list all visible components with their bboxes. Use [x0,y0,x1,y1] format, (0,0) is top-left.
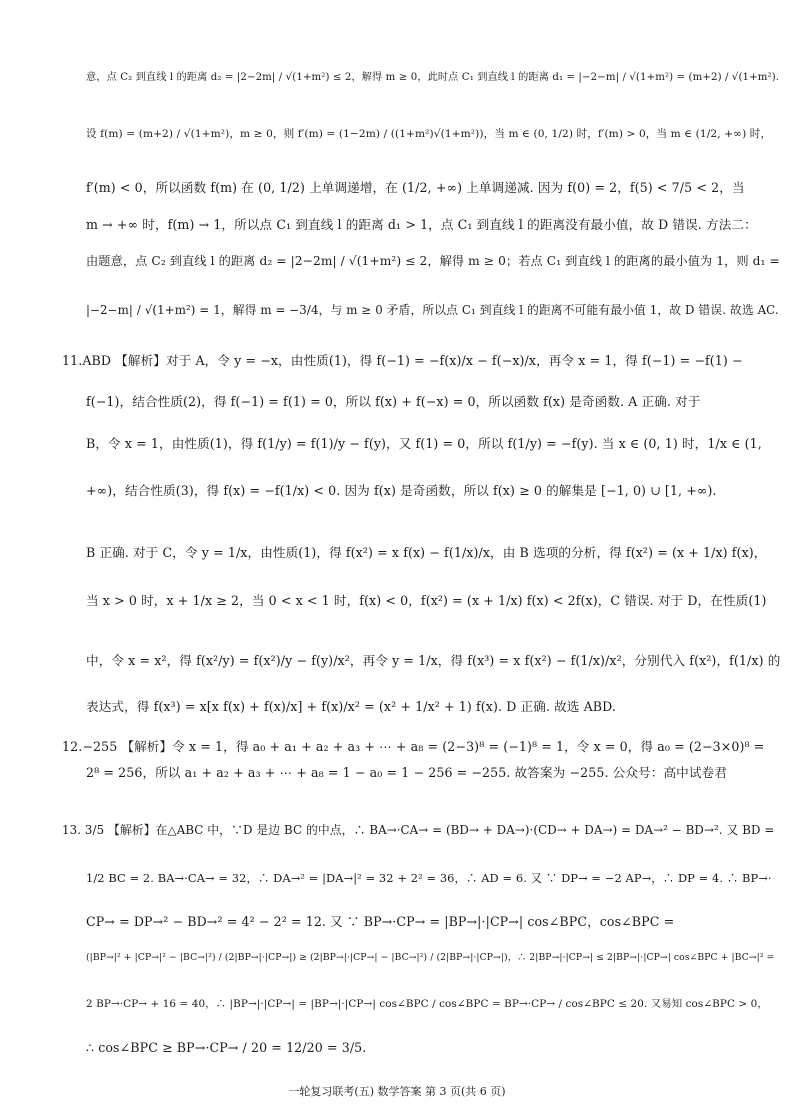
text-line: 2 BP→·CP→ + 16 = 40，∴ |BP→|·|CP→| = |BP→|·|CP→| cos∠BPC / cos∠BPC = BP→·CP→ / cos∠BPC ≤ 20. 又易知 cos∠BPC > 0， [86,998,768,1010]
text-line: CP→ = DP→² − BD→² = 4² − 2² = 12. 又 ∵ BP→·CP→ = |BP→|·|CP→| cos∠BPC，cos∠BPC = [86,914,675,929]
text-line: 表达式，得 f(x³) = x[x f(x) + f(x)/x] + f(x)/x² = (x² + 1/x² + 1) f(x). D 正确. 故选 ABD. [86,699,616,714]
text-line: 中，令 x = x²，得 f(x²/y) = f(x²)/y − f(y)/x²，再令 y = 1/x，得 f(x³) = x f(x²) − f(1/x)/x²，分别代入 f(x²)，f(1/x) 的 [86,653,781,668]
text-line: ∴ cos∠BPC ≥ BP→·CP→ / 20 = 12/20 = 3/5. [86,1040,367,1055]
text-line: m → +∞ 时，f(m) → 1，所以点 C₁ 到直线 l 的距离 d₁ > 1，点 C₁ 到直线 l 的距离没有最小值，故 D 错误. 方法二： [86,217,757,232]
text-line: +∞)，结合性质(3)，得 f(x) = −f(1/x) < 0. 因为 f(x) 是奇函数，所以 f(x) ≥ 0 的解集是 [−1, 0) ∪ [1, +∞). [86,483,717,498]
solution-11-line: 11.ABD 【解析】对于 A，令 y = −x，由性质(1)，得 f(−1) = −f(x)/x − f(−x)/x，再令 x = 1，得 f(−1) = −f(1) − [62,353,743,368]
text-line: (|BP→|² + |CP→|² − |BC→|²) / (2|BP→|·|CP→|) ≥ (2|BP→|·|CP→| − |BC→|²) / (2|BP→|·|CP→|)，∴ 2|BP→|·|CP→| ≤ 2|BP→|·|CP→| cos∠BPC + |BC→|² = [86,952,775,963]
text-line: f′(m) < 0，所以函数 f(m) 在 (0, 1/2) 上单调递增，在 (1/2, +∞) 上单调递减. 因为 f(0) = 2，f(5) < 7/5 < 2，当 [86,180,745,195]
text-line: 意，点 C₂ 到直线 l 的距离 d₂ = |2−2m| / √(1+m²) ≤ 2，解得 m ≥ 0，此时点 C₁ 到直线 l 的距离 d₁ = |−2−m| / √(1+m²) = (m+2) / √(1+m²). [86,72,780,83]
text-line: 当 x > 0 时，x + 1/x ≥ 2，当 0 < x < 1 时，f(x) < 0，f(x²) = (x + 1/x) f(x) < 2f(x)，C 错误. 对于 D，在性质(1) [86,593,767,608]
solution-13-line: 13. 3/5 【解析】在△ABC 中，∵D 是边 BC 的中点，∴ BA→·CA→ = (BD→ + DA→)·(CD→ + DA→) = DA→² − BD→². 又 BD = [62,823,775,837]
text-line: B 正确. 对于 C，令 y = 1/x，由性质(1)，得 f(x²) = x f(x) − f(1/x)/x，由 B 选项的分析，得 f(x²) = (x + 1/x) f(x)， [86,545,767,560]
text-line: 设 f(m) = (m+2) / √(1+m²)，m ≥ 0，则 f′(m) = (1−2m) / ((1+m²)√(1+m²))，当 m ∈ (0, 1/2) 时，f′(m) > 0，当 m ∈ (1/2, +∞) 时， [86,128,772,140]
text-line: 1/2 BC = 2. BA→·CA→ = 32，∴ DA→² = |DA→|² = 32 + 2² = 36，∴ AD = 6. 又 ∵ DP→ = −2 AP→，∴ DP = 4. ∴ BP→· [86,871,772,885]
text-line: |−2−m| / √(1+m²) = 1，解得 m = −3/4，与 m ≥ 0 矛盾，所以点 C₁ 到直线 l 的距离不可能有最小值 1，故 D 错误. 故选 AC. [86,303,779,317]
text-line: B，令 x = 1，由性质(1)，得 f(1/y) = f(1)/y − f(y)，又 f(1) = 0，所以 f(1/y) = −f(y). 当 x ∈ (0, 1) 时，1/x ∈ (1, [86,436,762,451]
text-line: f(−1)，结合性质(2)，得 f(−1) = f(1) = 0，所以 f(x) + f(−x) = 0，所以函数 f(x) 是奇函数. A 正确. 对于 [86,394,701,409]
page-footer: 一轮复习联考(五) 数学答案 第 3 页(共 6 页) [288,1085,506,1098]
text-line: 由题意，点 C₂ 到直线 l 的距离 d₂ = |2−2m| / √(1+m²) ≤ 2，解得 m ≥ 0；若点 C₁ 到直线 l 的距离的最小值为 1，则 d₁ = [86,254,780,268]
solution-12-line: 12.−255 【解析】令 x = 1，得 a₀ + a₁ + a₂ + a₃ + ⋯ + a₈ = (2−3)⁸ = (−1)⁸ = 1，令 x = 0，得 a₀ = (2−3×0)⁸ = [62,739,765,754]
text-line: 2⁸ = 256，所以 a₁ + a₂ + a₃ + ⋯ + a₈ = 1 − a₀ = 1 − 256 = −255. 故答案为 −255. 公众号：高中试卷君 [86,765,727,780]
